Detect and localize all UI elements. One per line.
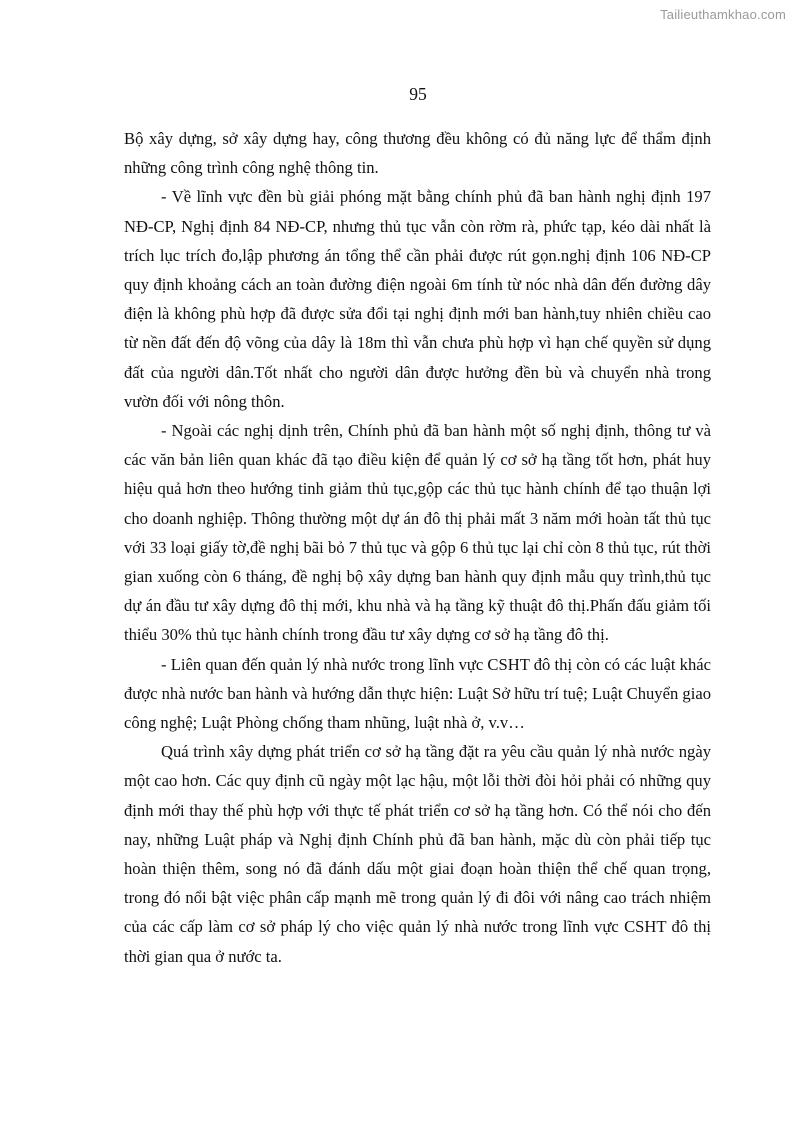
paragraph-3: - Ngoài các nghị dịnh trên, Chính phủ đã ban hành một số nghị định, thông tư và các văn bản liên quan khác đã tạo điều kiện để quản lý cơ sở hạ tầng tốt hơn, phát huy hiệu quả hơn theo hướng tinh giảm thủ tục,gộp các thủ tục hành chính để tạo thuận lợi cho doanh nghiệp. Thông thường một dự án đô thị phải mất 3 năm mới hoàn tất thủ tục với 33 loại giấy tờ,đề nghị bãi bỏ 7 thủ tục và gộp 6 thủ tục lại chỉ còn 8 thủ tục, rút thời gian xuống còn 6 tháng, đề nghị bộ xây dựng ban hành quy định mẫu quy trình,thủ tục dự án đầu tư xây dựng đô thị mới, khu nhà và hạ tầng kỹ thuật đô thị.Phấn đấu giảm tối thiểu 30% thủ tục hành chính trong đầu tư xây dựng cơ sở hạ tầng đô thị. <box>124 421 711 645</box>
paragraph-5: Quá trình xây dựng phát triển cơ sở hạ tầng đặt ra yêu cầu quản lý nhà nước ngày một cao hơn. Các quy định cũ ngày một lạc hậu, một lỗi thời đòi hỏi phải có những quy định mới thay thế phù hợp với thực tế phát triển cơ sở hạ tầng hơn. Có thể nói cho đến nay, những Luật pháp và Nghị định Chính phủ đã ban hành, mặc dù còn phải tiếp tục hoàn thiện thêm, song nó đã đánh dấu một giai đoạn hoàn thiện thể chế quan trọng, trong đó nổi bật việc phân cấp mạnh mẽ trong quản lý đi đôi với nâng cao trách nhiệm của các cấp làm cơ sở pháp lý cho việc quản lý nhà nước trong lĩnh vực CSHT đô thị thời gian qua ở nước ta. <box>124 742 711 966</box>
watermark: Tailieuthamkhao.com <box>660 7 786 22</box>
paragraph-2: - Về lĩnh vực đền bù giải phóng mặt bằng chính phủ đã ban hành nghị định 197 NĐ-CP, Nghị định 84 NĐ-CP, nhưng thủ tục vẫn còn rờm rà, phức tạp, kéo dài nhất là trích lục trích đo,lập phương án tổng thể cần phải được rút gọn.nghị định 106 NĐ-CP quy định khoảng cách an toàn đường điện ngoài 6m tính từ nóc nhà dân đến đường dây điện là không phù hợp đã được sửa đổi tại nghị định mới ban hành,tuy nhiên chiều cao từ nền đất đến độ võng của dây là 18m thì vẫn chưa phù hợp vì hạn chế quyền sử dụng đất của người dân.Tốt nhất cho người dân được hưởng đền bù và chuyển nhà trong vườn đối với nông thôn. <box>124 187 711 411</box>
document-body <box>124 124 711 971</box>
page-number: 95 <box>409 84 427 104</box>
paragraph-4: - Liên quan đến quản lý nhà nước trong lĩnh vực CSHT đô thị còn có các luật khác được nhà nước ban hành và hướng dẫn thực hiện: Luật Sở hữu trí tuệ; Luật Chuyển giao công nghệ; Luật Phòng chống tham nhũng, luật nhà ở, v.v… <box>124 654 711 733</box>
paragraph-1: Bộ xây dựng, sở xây dựng hay, công thương đều không có đủ năng lực để thẩm định những công trình công nghệ thông tin. <box>124 129 711 178</box>
